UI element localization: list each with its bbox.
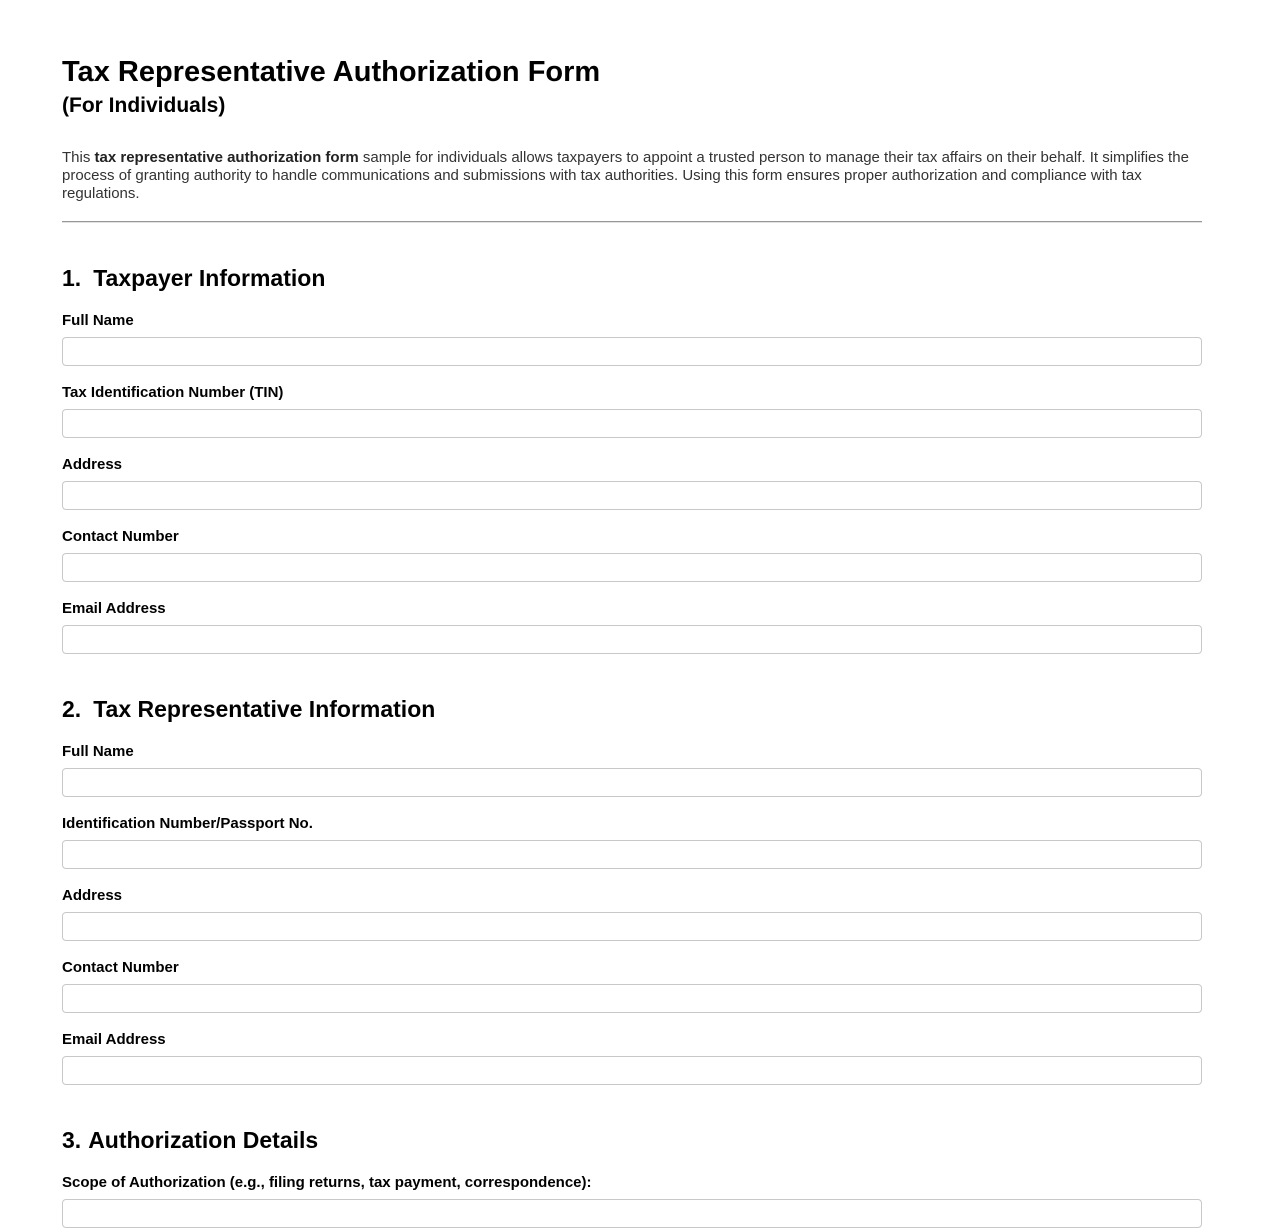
field-label: Address [62, 886, 123, 904]
field-representative-id-passport [62, 815, 1202, 869]
field-scope-of-authorization [62, 1174, 1202, 1228]
section-title: Authorization Details [88, 1126, 319, 1153]
intro-paragraph [62, 149, 1202, 204]
taxpayer-contact-number-input[interactable] [62, 553, 1202, 582]
field-representative-address [62, 887, 1202, 941]
field-label: Email Address [62, 599, 166, 617]
field-representative-full-name [62, 743, 1202, 797]
page-subtitle: (For Individuals) [62, 94, 226, 118]
representative-full-name-input[interactable] [62, 768, 1202, 797]
representative-id-passport-input[interactable] [62, 840, 1202, 869]
taxpayer-email-input[interactable] [62, 625, 1202, 654]
field-label: Full Name [62, 311, 134, 329]
representative-contact-number-input[interactable] [62, 984, 1202, 1013]
field-label: Email Address [62, 1030, 166, 1048]
field-representative-email [62, 1031, 1202, 1085]
section-heading-representative [62, 696, 1202, 723]
taxpayer-tin-input[interactable] [62, 409, 1202, 438]
representative-address-input[interactable] [62, 912, 1202, 941]
taxpayer-full-name-input[interactable] [62, 337, 1202, 366]
field-label: Contact Number [62, 527, 179, 545]
section-heading-authorization [62, 1127, 1202, 1154]
intro-text-bold: tax representative authorization form [94, 148, 359, 166]
section-title: Taxpayer Information [93, 264, 326, 291]
field-taxpayer-email [62, 600, 1202, 654]
section-title: Tax Representative Information [93, 695, 436, 722]
divider [62, 221, 1202, 223]
section-representative-information [62, 696, 1202, 1085]
field-label: Address [62, 455, 123, 473]
scope-of-authorization-input[interactable] [62, 1199, 1202, 1228]
field-taxpayer-address [62, 456, 1202, 510]
intro-text-prefix: This [62, 148, 95, 166]
field-taxpayer-tin [62, 384, 1202, 438]
field-label: Identification Number/Passport No. [62, 814, 313, 832]
field-label: Scope of Authorization (e.g., filing returns, tax payment, correspondence): [62, 1173, 592, 1191]
field-label: Tax Identification Number (TIN) [62, 383, 284, 401]
intro-text-suffix: sample for individuals allows taxpayers to appoint a trusted person to manage their tax affairs on their behalf. It simplifies the process of granting authority to handle communications and submissions with tax authorities. Using this form ensures proper authorization and compliance with tax regulations. [62, 148, 1189, 203]
page-title: Tax Representative Authorization Form [62, 56, 601, 88]
field-label: Full Name [62, 742, 134, 760]
section-number: 2. [62, 695, 82, 722]
section-authorization-details [62, 1127, 1202, 1228]
taxpayer-address-input[interactable] [62, 481, 1202, 510]
representative-email-input[interactable] [62, 1056, 1202, 1085]
section-taxpayer-information [62, 265, 1202, 654]
field-label: Contact Number [62, 958, 179, 976]
field-taxpayer-contact-number [62, 528, 1202, 582]
section-heading-taxpayer [62, 265, 1202, 292]
field-representative-contact-number [62, 959, 1202, 1013]
form-page [0, 56, 1263, 1228]
section-number: 3. [62, 1126, 82, 1153]
field-taxpayer-full-name [62, 312, 1202, 366]
section-number: 1. [62, 264, 82, 291]
